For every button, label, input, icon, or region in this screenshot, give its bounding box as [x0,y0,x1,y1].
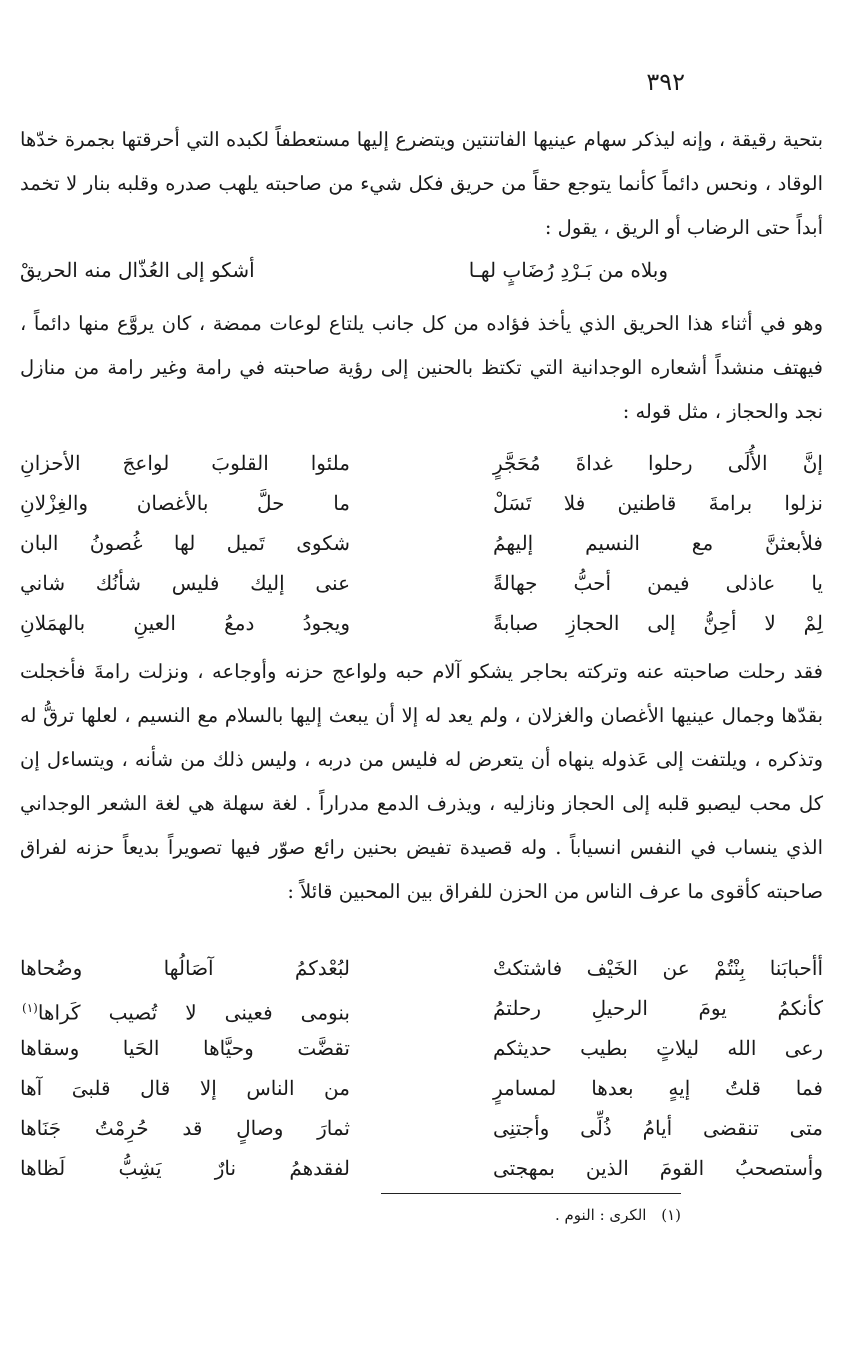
verse-first-hemistich: كأنكمُ يومَ الرحيلِ رحلتمُ [493,996,823,1020]
verse-first-hemistich: أأحبابَنا بِنْتُمْ عن الخَيْف فاشتكتْ [493,956,823,980]
verse-first-hemistich: رعى الله ليلاتٍ بطيب حديثكم [493,1036,823,1060]
footnote [555,1206,681,1224]
footnote-divider [381,1193,681,1194]
page-number: ٣٩٢ [646,68,685,96]
verse-line [20,1148,823,1188]
verse-first-hemistich: يا عاذلى فيمن أحبُّ جهالةً [493,571,823,595]
paragraph-text: وهو في أثناء هذا الحريق الذي يأخذ فؤاده من كل جانب يلتاع لوعات ممضة ، كان يروَّع منها دائماً ، فيهتف منشداً أشعاره الوجدانية التي تكتظ بالحنين إلى رؤية صاحبته في رامة وغير رامة من منازل نجد والحجاز ، مثل قوله : [20,312,823,423]
verse-second-hemistich: لبُعْدكمُ آصَالُها وضُحاها [20,956,350,980]
footnote-reference: (١) [22,1001,38,1015]
paragraph-text: بتحية رقيقة ، وإنه ليذكر سهام عينيها الفاتنتين ويتضرع إليها مستعطفاً لكبده التي أحرقتها بجمرة خدّها الوقاد ، ونحس دائماً كأنما يتوجع حقاً من حريق فكل شيء من صاحبته يلهب صدره وقلبه بنار لا تخمد أبداً حتى الرضاب أو الريق ، يقول : [20,128,823,239]
footnote-text: الكرى : النوم . [554,1206,647,1224]
verse-second-hemistich [20,988,350,1033]
verse-line [20,523,823,563]
verse-first-hemistich: وأستصحبُ القومَ الذين بمهجتى [493,1156,823,1180]
verse-line [20,603,823,643]
verse-line [20,250,823,290]
verse-line [20,948,823,988]
verse-first-hemistich: لِمْ لا أحِنُّ إلى الحجازِ صبابةً [493,611,823,635]
verse-second-hemistich: تقضَّت وحيَّاها الحَيا وسقاها [20,1036,350,1060]
verse-second-hemistich: ملئوا القلوبَ لواعجَ الأحزانِ [20,451,350,475]
verse-second-hemistich: ما حلَّ بالأغصان والغِزْلانِ [20,491,350,515]
verse-text: بنومى فعينى لا تُصيب كَراها [37,1000,350,1025]
poem-1 [20,443,823,643]
poem-2 [20,948,823,1188]
paragraph-2 [20,302,823,434]
verse-second-hemistich: ثمارَ وصالٍ قد حُرِمْتُ جَنَاها [20,1116,350,1140]
paragraph-1 [20,118,823,250]
verse-first-hemistich: متى تنقضى أيامُ ذُلِّى وأجتنِى [493,1116,823,1140]
verse-second-hemistich: ويجودُ دمعُ العينِ بالهمَلانِ [20,611,350,635]
verse-first-hemistich: نزلوا برامةَ قاطنين فلا تَسَلْ [493,491,823,515]
verse-second-hemistich: عنى إليك فليس شأنُك شاني [20,571,350,595]
verse-first-hemistich: فلأبعثنَّ مع النسيم إليهمُ [493,531,823,555]
verse-line [20,1108,823,1148]
verse-line [20,1028,823,1068]
verse-first-hemistich: إنَّ الأُلَى رحلوا غداةَ مُحَجَّرٍ [493,451,823,475]
verse-first-hemistich: وبلاه من بَـرْدِ رُضَابٍ لهـا [468,258,668,282]
verse-second-hemistich: أشكو إلى العُذّال منه الحريقْ [20,258,255,282]
verse-line [20,443,823,483]
verse-second-hemistich: من الناس إلا قال قلبىَ آها [20,1076,350,1100]
verse-line [20,1068,823,1108]
verse-first-hemistich: فما قلتُ إيهٍ بعدها لمسامرٍ [493,1076,823,1100]
paragraph-3 [20,650,823,914]
footnote-number: (١) [661,1206,681,1224]
verse-second-hemistich: شكوى تَميل لها غُصونُ البان [20,531,350,555]
paragraph-text: فقد رحلت صاحبته عنه وتركته بحاجر يشكو آلام حبه ولواعج حزنه وأوجاعه ، ونزلت رامةَ فأخجلت بقدّها وجمال عينيها الأغصان والغزلان ، ولم يعد له إلا أن يبعث إليها بالسلام مع النسيم ، لعلها ترقُّ له وتذكره ، ويلتفت إلى عَذوله ينهاه أن يتعرض له فليس من دربه ، وليس ذلك من شأنه ، ويتساءل إن كل محب ليصبو قلبه إلى الحجاز ونازليه ، ويذرف الدمع مدراراً . لغة سهلة هي لغة الشعر الوجداني الذي ينساب في النفس انسياباً . وله قصيدة تفيض بحنين رائع صوّر فيها تصويراً بديعاً حزنه لفراق صاحبته كأقوى ما عرف الناس من الحزن للفراق بين المحبين قائلاً : [20,660,823,903]
verse-second-hemistich: لفقدهمُ نارٌ يَشِبُّ لَظاها [20,1156,350,1180]
verse-line [20,483,823,523]
verse-line [20,563,823,603]
single-verse [20,250,823,290]
verse-line [20,988,823,1028]
